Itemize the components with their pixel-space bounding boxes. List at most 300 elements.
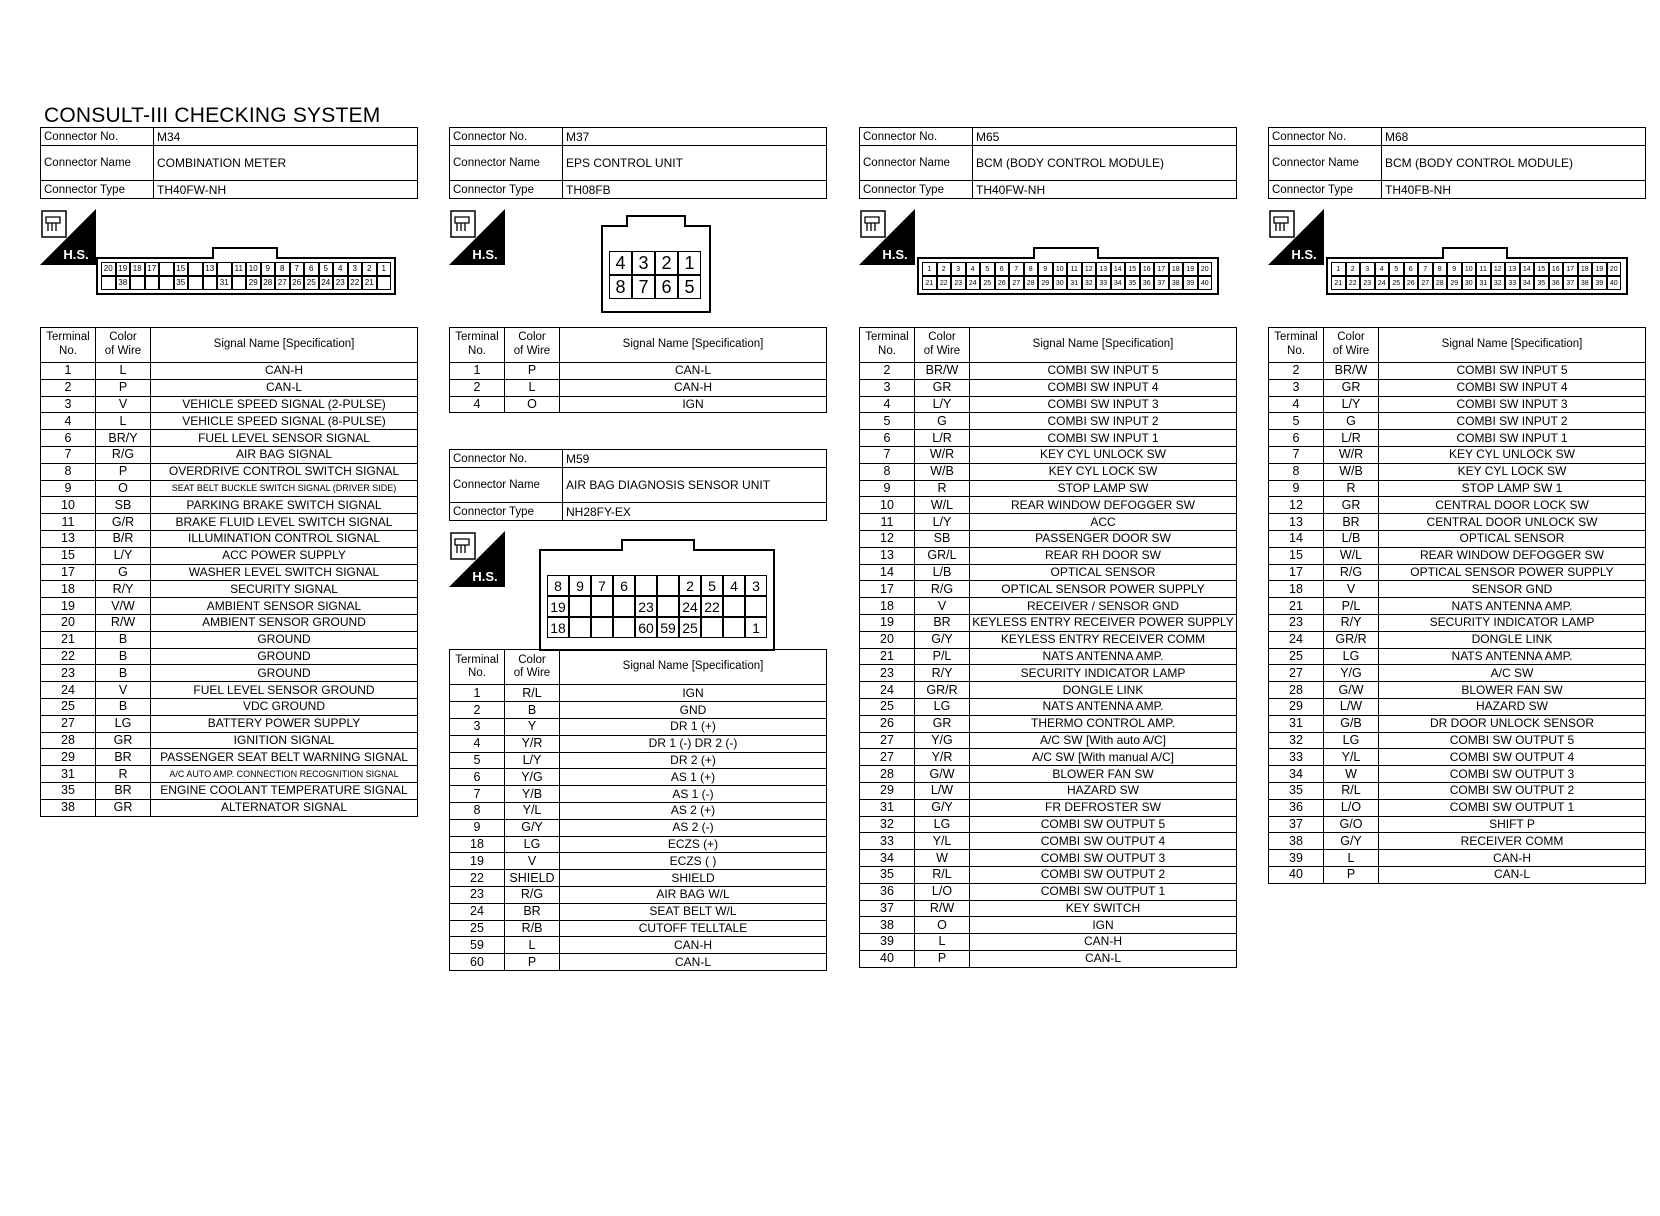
wire-color: G: [915, 413, 970, 430]
connector-name-label: Connector Name: [450, 146, 563, 181]
signal-name: HAZARD SW: [1379, 698, 1646, 715]
signal-name: FUEL LEVEL SENSOR SIGNAL: [151, 430, 418, 447]
table-row: [1269, 581, 1646, 598]
table-row: [1269, 547, 1646, 564]
table-row: [41, 581, 418, 598]
connector-pin: 35: [174, 276, 189, 290]
table-row: [450, 786, 827, 803]
terminal-no: 7: [450, 786, 505, 803]
wire-color: G/W: [1324, 682, 1379, 699]
signal-name: COMBI SW OUTPUT 1: [970, 883, 1237, 900]
connector-pin: 27: [275, 276, 290, 290]
signal-name: COMBI SW OUTPUT 3: [1379, 766, 1646, 783]
signal-name: OPTICAL SENSOR: [970, 564, 1237, 581]
connector-pin: 5: [980, 262, 995, 276]
signal-name: KEY CYL LOCK SW: [970, 463, 1237, 480]
connector-pin: 30: [1053, 276, 1068, 290]
wire-color: LG: [1324, 648, 1379, 665]
connector-latch: [1033, 247, 1099, 259]
connector-pin: 19: [116, 262, 131, 276]
signal-name: CAN-L: [151, 379, 418, 396]
terminal-no: 11: [860, 514, 915, 531]
connector-type-value: TH40FW-NH: [154, 181, 418, 199]
terminal-no: 40: [860, 950, 915, 967]
table-row: [1269, 598, 1646, 615]
signal-name: BATTERY POWER SUPPLY: [151, 715, 418, 732]
connector-face: [601, 225, 711, 313]
table-row: [1269, 396, 1646, 413]
connector-pin: 24: [319, 276, 334, 290]
wire-color: SB: [915, 530, 970, 547]
signal-name: A/C SW: [1379, 665, 1646, 682]
connector-face: [96, 257, 396, 295]
table-row: [1269, 749, 1646, 766]
table-row: [1269, 564, 1646, 581]
signal-name: SENSOR GND: [1379, 581, 1646, 598]
table-row: [860, 463, 1237, 480]
table-row: [860, 799, 1237, 816]
connector-pin: [569, 596, 591, 617]
signal-name: ILLUMINATION CONTROL SIGNAL: [151, 530, 418, 547]
wire-color: P: [915, 950, 970, 967]
terminal-no: 6: [450, 769, 505, 786]
connector-pin: [723, 617, 745, 638]
terminal-no: 19: [450, 853, 505, 870]
signal-name: AIR BAG SIGNAL: [151, 446, 418, 463]
signal-name: DR DOOR UNLOCK SENSOR: [1379, 715, 1646, 732]
table-row: [860, 547, 1237, 564]
signal-name: A/C SW [With auto A/C]: [970, 732, 1237, 749]
signal-name: CAN-H: [151, 363, 418, 380]
wire-color: GR: [915, 715, 970, 732]
wire-color: O: [915, 917, 970, 934]
signal-name: THERMO CONTROL AMP.: [970, 715, 1237, 732]
connector-pin: 7: [290, 262, 305, 276]
table-row: [41, 766, 418, 783]
connector-pin: 7: [591, 575, 613, 596]
hs-label: H.S.: [472, 247, 498, 262]
connector-pin: 9: [1447, 262, 1462, 276]
terminal-no-header: Terminal No.: [41, 328, 96, 363]
terminal-no: 37: [860, 900, 915, 917]
table-row: [1269, 799, 1646, 816]
connector-pin: [377, 276, 392, 290]
signal-name: NATS ANTENNA AMP.: [970, 648, 1237, 665]
table-row: [450, 396, 827, 413]
table-row: [41, 564, 418, 581]
wire-color: R: [96, 766, 151, 783]
wire-color: BR: [915, 614, 970, 631]
terminal-no: 12: [860, 530, 915, 547]
table-row: [41, 715, 418, 732]
connector-face: [1326, 257, 1628, 295]
terminal-no: 35: [1269, 782, 1324, 799]
table-row: [450, 752, 827, 769]
connector-type-label: Connector Type: [1269, 181, 1382, 199]
connector-m59-pin-table: [449, 649, 827, 971]
table-row: [41, 363, 418, 380]
signal-name: OPTICAL SENSOR POWER SUPPLY: [970, 581, 1237, 598]
hs-label: H.S.: [882, 247, 908, 262]
table-row: [1269, 363, 1646, 380]
connector-pin: 15: [1534, 262, 1549, 276]
signal-name: COMBI SW OUTPUT 2: [970, 866, 1237, 883]
signal-name: RECEIVER COMM: [1379, 833, 1646, 850]
signal-name: NATS ANTENNA AMP.: [970, 698, 1237, 715]
signal-name: KEYLESS ENTRY RECEIVER POWER SUPPLY: [970, 614, 1237, 631]
connector-no-label: Connector No.: [1269, 128, 1382, 146]
connector-m37-diagram: [449, 199, 827, 327]
connector-pin: 20: [1198, 262, 1213, 276]
connector-pin: 6: [1404, 262, 1419, 276]
terminal-no-header: Terminal No.: [1269, 328, 1324, 363]
connector-pin: 27: [1418, 276, 1433, 290]
signal-name: COMBI SW OUTPUT 4: [970, 833, 1237, 850]
connector-pin: 13: [203, 262, 218, 276]
wire-color: GR: [1324, 379, 1379, 396]
connector-pin: 18: [1169, 262, 1184, 276]
signal-name: AS 2 (+): [560, 802, 827, 819]
terminal-no: 25: [41, 698, 96, 715]
terminal-no: 17: [860, 581, 915, 598]
wire-color: L: [96, 413, 151, 430]
connector-pin: 10: [246, 262, 261, 276]
signal-name: COMBI SW INPUT 5: [970, 363, 1237, 380]
signal-name: SHIELD: [560, 870, 827, 887]
terminal-no: 27: [860, 732, 915, 749]
connector-pin: 35: [1534, 276, 1549, 290]
terminal-no: 5: [1269, 413, 1324, 430]
table-row: [450, 886, 827, 903]
connector-m65-diagram: [859, 199, 1237, 327]
connector-pin: 32: [1082, 276, 1097, 290]
table-row: [450, 379, 827, 396]
connector-pin: 17: [145, 262, 160, 276]
table-row: [860, 682, 1237, 699]
wire-color: R: [915, 480, 970, 497]
connector-pin: 37: [1154, 276, 1169, 290]
table-row: [860, 598, 1237, 615]
signal-name: SECURITY INDICATOR LAMP: [1379, 614, 1646, 631]
connector-pin: 39: [1592, 276, 1607, 290]
connector-m37-header: [449, 127, 827, 199]
connector-pin: 15: [1125, 262, 1140, 276]
wire-color: P/L: [915, 648, 970, 665]
terminal-no: 4: [860, 396, 915, 413]
connector-m68-header: [1268, 127, 1646, 199]
signal-name: VDC GROUND: [151, 698, 418, 715]
signal-name: REAR WINDOW DEFOGGER SW: [970, 497, 1237, 514]
signal-name: REAR WINDOW DEFOGGER SW: [1379, 547, 1646, 564]
connector-pin: [657, 596, 679, 617]
connector-pin: 28: [1024, 276, 1039, 290]
terminal-no: 34: [860, 850, 915, 867]
table-row: [860, 631, 1237, 648]
signal-name: GROUND: [151, 631, 418, 648]
wire-color: P: [96, 379, 151, 396]
connector-pin: 29: [246, 276, 261, 290]
connector-no-label: Connector No.: [450, 450, 563, 468]
signal-name: AS 1 (-): [560, 786, 827, 803]
signal-name: AIR BAG W/L: [560, 886, 827, 903]
connector-pin: [745, 596, 767, 617]
connector-m37-pin-table: [449, 327, 827, 413]
connector-pin: 5: [701, 575, 723, 596]
connector-pin: [188, 262, 203, 276]
signal-name: COMBI SW INPUT 3: [1379, 396, 1646, 413]
signal-name: CENTRAL DOOR UNLOCK SW: [1379, 514, 1646, 531]
terminal-no: 24: [1269, 631, 1324, 648]
connector-pin: 24: [679, 596, 701, 617]
wire-color: LG: [505, 836, 560, 853]
signal-name: COMBI SW OUTPUT 4: [1379, 749, 1646, 766]
connector-pin: 21: [1331, 276, 1346, 290]
wire-color: R/W: [96, 614, 151, 631]
signal-name: VEHICLE SPEED SIGNAL (8-PULSE): [151, 413, 418, 430]
table-row: [41, 698, 418, 715]
signal-name: ECZS ( ): [560, 853, 827, 870]
connector-pin: 25: [679, 617, 701, 638]
signal-name: KEY CYL LOCK SW: [1379, 463, 1646, 480]
signal-name: NATS ANTENNA AMP.: [1379, 598, 1646, 615]
signal-name: COMBI SW INPUT 4: [970, 379, 1237, 396]
connector-pin: 2: [1346, 262, 1361, 276]
connector-pin: 10: [1462, 262, 1477, 276]
signal-name: DR 1 (+): [560, 718, 827, 735]
color-of-wire-header: Color of Wire: [505, 328, 560, 363]
table-row: [1269, 850, 1646, 867]
connector-pin: 13: [1096, 262, 1111, 276]
wire-color: BR/W: [1324, 363, 1379, 380]
connector-pin: 2: [362, 262, 377, 276]
connector-pin: 4: [609, 251, 632, 275]
connector-pin: [635, 575, 657, 596]
signal-name: A/C AUTO AMP. CONNECTION RECOGNITION SIGNAL: [151, 766, 418, 783]
terminal-no: 9: [860, 480, 915, 497]
terminal-no: 18: [860, 598, 915, 615]
wire-color: R/L: [1324, 782, 1379, 799]
connector-pin: 2: [679, 575, 701, 596]
table-row: [860, 732, 1237, 749]
wire-color: B/R: [96, 530, 151, 547]
color-of-wire-header: Color of Wire: [915, 328, 970, 363]
table-row: [1269, 715, 1646, 732]
signal-name: COMBI SW INPUT 5: [1379, 363, 1646, 380]
table-row: [41, 782, 418, 799]
connector-pin: [232, 276, 247, 290]
connector-pin: 2: [655, 251, 678, 275]
connector-name-label: Connector Name: [860, 146, 973, 181]
table-row: [41, 614, 418, 631]
wire-color: R/W: [915, 900, 970, 917]
terminal-no: 33: [1269, 749, 1324, 766]
table-row: [1269, 866, 1646, 883]
table-row: [41, 648, 418, 665]
connector-pin: 3: [632, 251, 655, 275]
terminal-no: 37: [1269, 816, 1324, 833]
terminal-no: 6: [860, 430, 915, 447]
terminal-no: 23: [860, 665, 915, 682]
wire-color: R: [1324, 480, 1379, 497]
terminal-no: 21: [860, 648, 915, 665]
connector-pin: 18: [547, 617, 569, 638]
connector-pin: 36: [1549, 276, 1564, 290]
table-row: [1269, 833, 1646, 850]
wire-color: BR/W: [915, 363, 970, 380]
signal-name: IGN: [970, 917, 1237, 934]
connector-pin: [657, 575, 679, 596]
table-row: [860, 782, 1237, 799]
terminal-no: 27: [1269, 665, 1324, 682]
terminal-no: 2: [450, 702, 505, 719]
connector-pin: 11: [1476, 262, 1491, 276]
signal-name: WASHER LEVEL SWITCH SIGNAL: [151, 564, 418, 581]
wire-color: GR: [96, 799, 151, 816]
signal-name: COMBI SW OUTPUT 1: [1379, 799, 1646, 816]
wire-color: L/Y: [505, 752, 560, 769]
table-row: [860, 816, 1237, 833]
signal-name-header: Signal Name [Specification]: [560, 328, 827, 363]
table-row: [41, 480, 418, 497]
signal-name: COMBI SW OUTPUT 5: [970, 816, 1237, 833]
connector-name-label: Connector Name: [450, 468, 563, 503]
connector-type-value: TH08FB: [563, 181, 827, 199]
table-row: [1269, 665, 1646, 682]
wire-color: R/Y: [1324, 614, 1379, 631]
wire-color: Y/G: [1324, 665, 1379, 682]
connector-pin: 28: [1433, 276, 1448, 290]
connector-no-value: M37: [563, 128, 827, 146]
wire-color: V: [96, 682, 151, 699]
hs-label: H.S.: [472, 569, 498, 585]
connector-pin: 16: [1140, 262, 1155, 276]
connector-pin: 9: [569, 575, 591, 596]
connector-pin: [159, 276, 174, 290]
terminal-no: 31: [1269, 715, 1324, 732]
connector-pin: 15: [174, 262, 189, 276]
connector-pin: 26: [290, 276, 305, 290]
connector-pin: 4: [723, 575, 745, 596]
signal-name: KEY CYL UNLOCK SW: [1379, 446, 1646, 463]
color-of-wire-header: Color of Wire: [505, 650, 560, 685]
terminal-no: 8: [860, 463, 915, 480]
wire-color: SB: [96, 497, 151, 514]
terminal-no: 31: [860, 799, 915, 816]
table-row: [450, 802, 827, 819]
terminal-no: 2: [450, 379, 505, 396]
table-row: [1269, 698, 1646, 715]
terminal-no: 9: [450, 819, 505, 836]
pin-table-header: [860, 328, 1237, 363]
signal-name: ALTERNATOR SIGNAL: [151, 799, 418, 816]
connector-no-label: Connector No.: [860, 128, 973, 146]
table-row: [450, 735, 827, 752]
wire-color: L/Y: [96, 547, 151, 564]
signal-name: CAN-H: [970, 934, 1237, 951]
table-row: [450, 819, 827, 836]
table-row: [1269, 497, 1646, 514]
connector-pin: 23: [951, 276, 966, 290]
signal-name-header: Signal Name [Specification]: [1379, 328, 1646, 363]
table-row: [860, 480, 1237, 497]
wire-color: R/G: [915, 581, 970, 598]
terminal-no: 7: [41, 446, 96, 463]
signal-name: AMBIENT SENSOR SIGNAL: [151, 598, 418, 615]
connector-pin: 26: [1404, 276, 1419, 290]
terminal-no: 4: [1269, 396, 1324, 413]
wire-color: W/R: [1324, 446, 1379, 463]
signal-name: AS 2 (-): [560, 819, 827, 836]
terminal-no: 5: [860, 413, 915, 430]
terminal-no: 10: [860, 497, 915, 514]
table-row: [41, 682, 418, 699]
connector-pin: 6: [304, 262, 319, 276]
wire-color: L/R: [1324, 430, 1379, 447]
connector-pin: 1: [1331, 262, 1346, 276]
wire-color: B: [96, 648, 151, 665]
terminal-no: 10: [41, 497, 96, 514]
terminal-no: 60: [450, 954, 505, 971]
wire-color: W/B: [915, 463, 970, 480]
connector-face: [917, 257, 1219, 295]
wire-color: R/G: [96, 446, 151, 463]
page-title: CONSULT-III CHECKING SYSTEM: [44, 104, 381, 127]
terminal-no: 20: [41, 614, 96, 631]
connector-pin: 8: [1433, 262, 1448, 276]
signal-name: CAN-H: [1379, 850, 1646, 867]
connector-pin: 40: [1198, 276, 1213, 290]
connector-m34-header: [40, 127, 418, 199]
signal-name: DR 2 (+): [560, 752, 827, 769]
terminal-no: 38: [41, 799, 96, 816]
color-of-wire-header: Color of Wire: [96, 328, 151, 363]
connector-name-value: EPS CONTROL UNIT: [563, 146, 827, 181]
table-row: [450, 363, 827, 380]
connector-pin: 8: [547, 575, 569, 596]
connector-pin: 12: [1491, 262, 1506, 276]
connector-type-value: TH40FW-NH: [973, 181, 1237, 199]
terminal-no: 4: [450, 396, 505, 413]
signal-name: COMBI SW INPUT 2: [1379, 413, 1646, 430]
terminal-no: 23: [1269, 614, 1324, 631]
terminal-no: 24: [41, 682, 96, 699]
connector-pin: [159, 262, 174, 276]
connector-pin: 24: [1375, 276, 1390, 290]
wire-color: P/L: [1324, 598, 1379, 615]
table-row: [860, 614, 1237, 631]
wire-color: GR: [1324, 497, 1379, 514]
terminal-no: 23: [450, 886, 505, 903]
wire-color: L/B: [915, 564, 970, 581]
wire-color: L/W: [1324, 698, 1379, 715]
terminal-no: 25: [1269, 648, 1324, 665]
table-row: [860, 850, 1237, 867]
wire-color: R/G: [505, 886, 560, 903]
connector-pin: [130, 276, 145, 290]
table-row: [860, 581, 1237, 598]
signal-name: CAN-H: [560, 937, 827, 954]
terminal-no: 3: [860, 379, 915, 396]
connector-m68-diagram: [1268, 199, 1646, 327]
connector-pin: [723, 596, 745, 617]
connector-pin: [613, 596, 635, 617]
wire-color: L/Y: [1324, 396, 1379, 413]
connector-pin: 25: [1389, 276, 1404, 290]
wire-color: L: [915, 934, 970, 951]
connector-no-value: M68: [1382, 128, 1646, 146]
wire-color: B: [96, 698, 151, 715]
connector-latch: [1442, 247, 1508, 259]
